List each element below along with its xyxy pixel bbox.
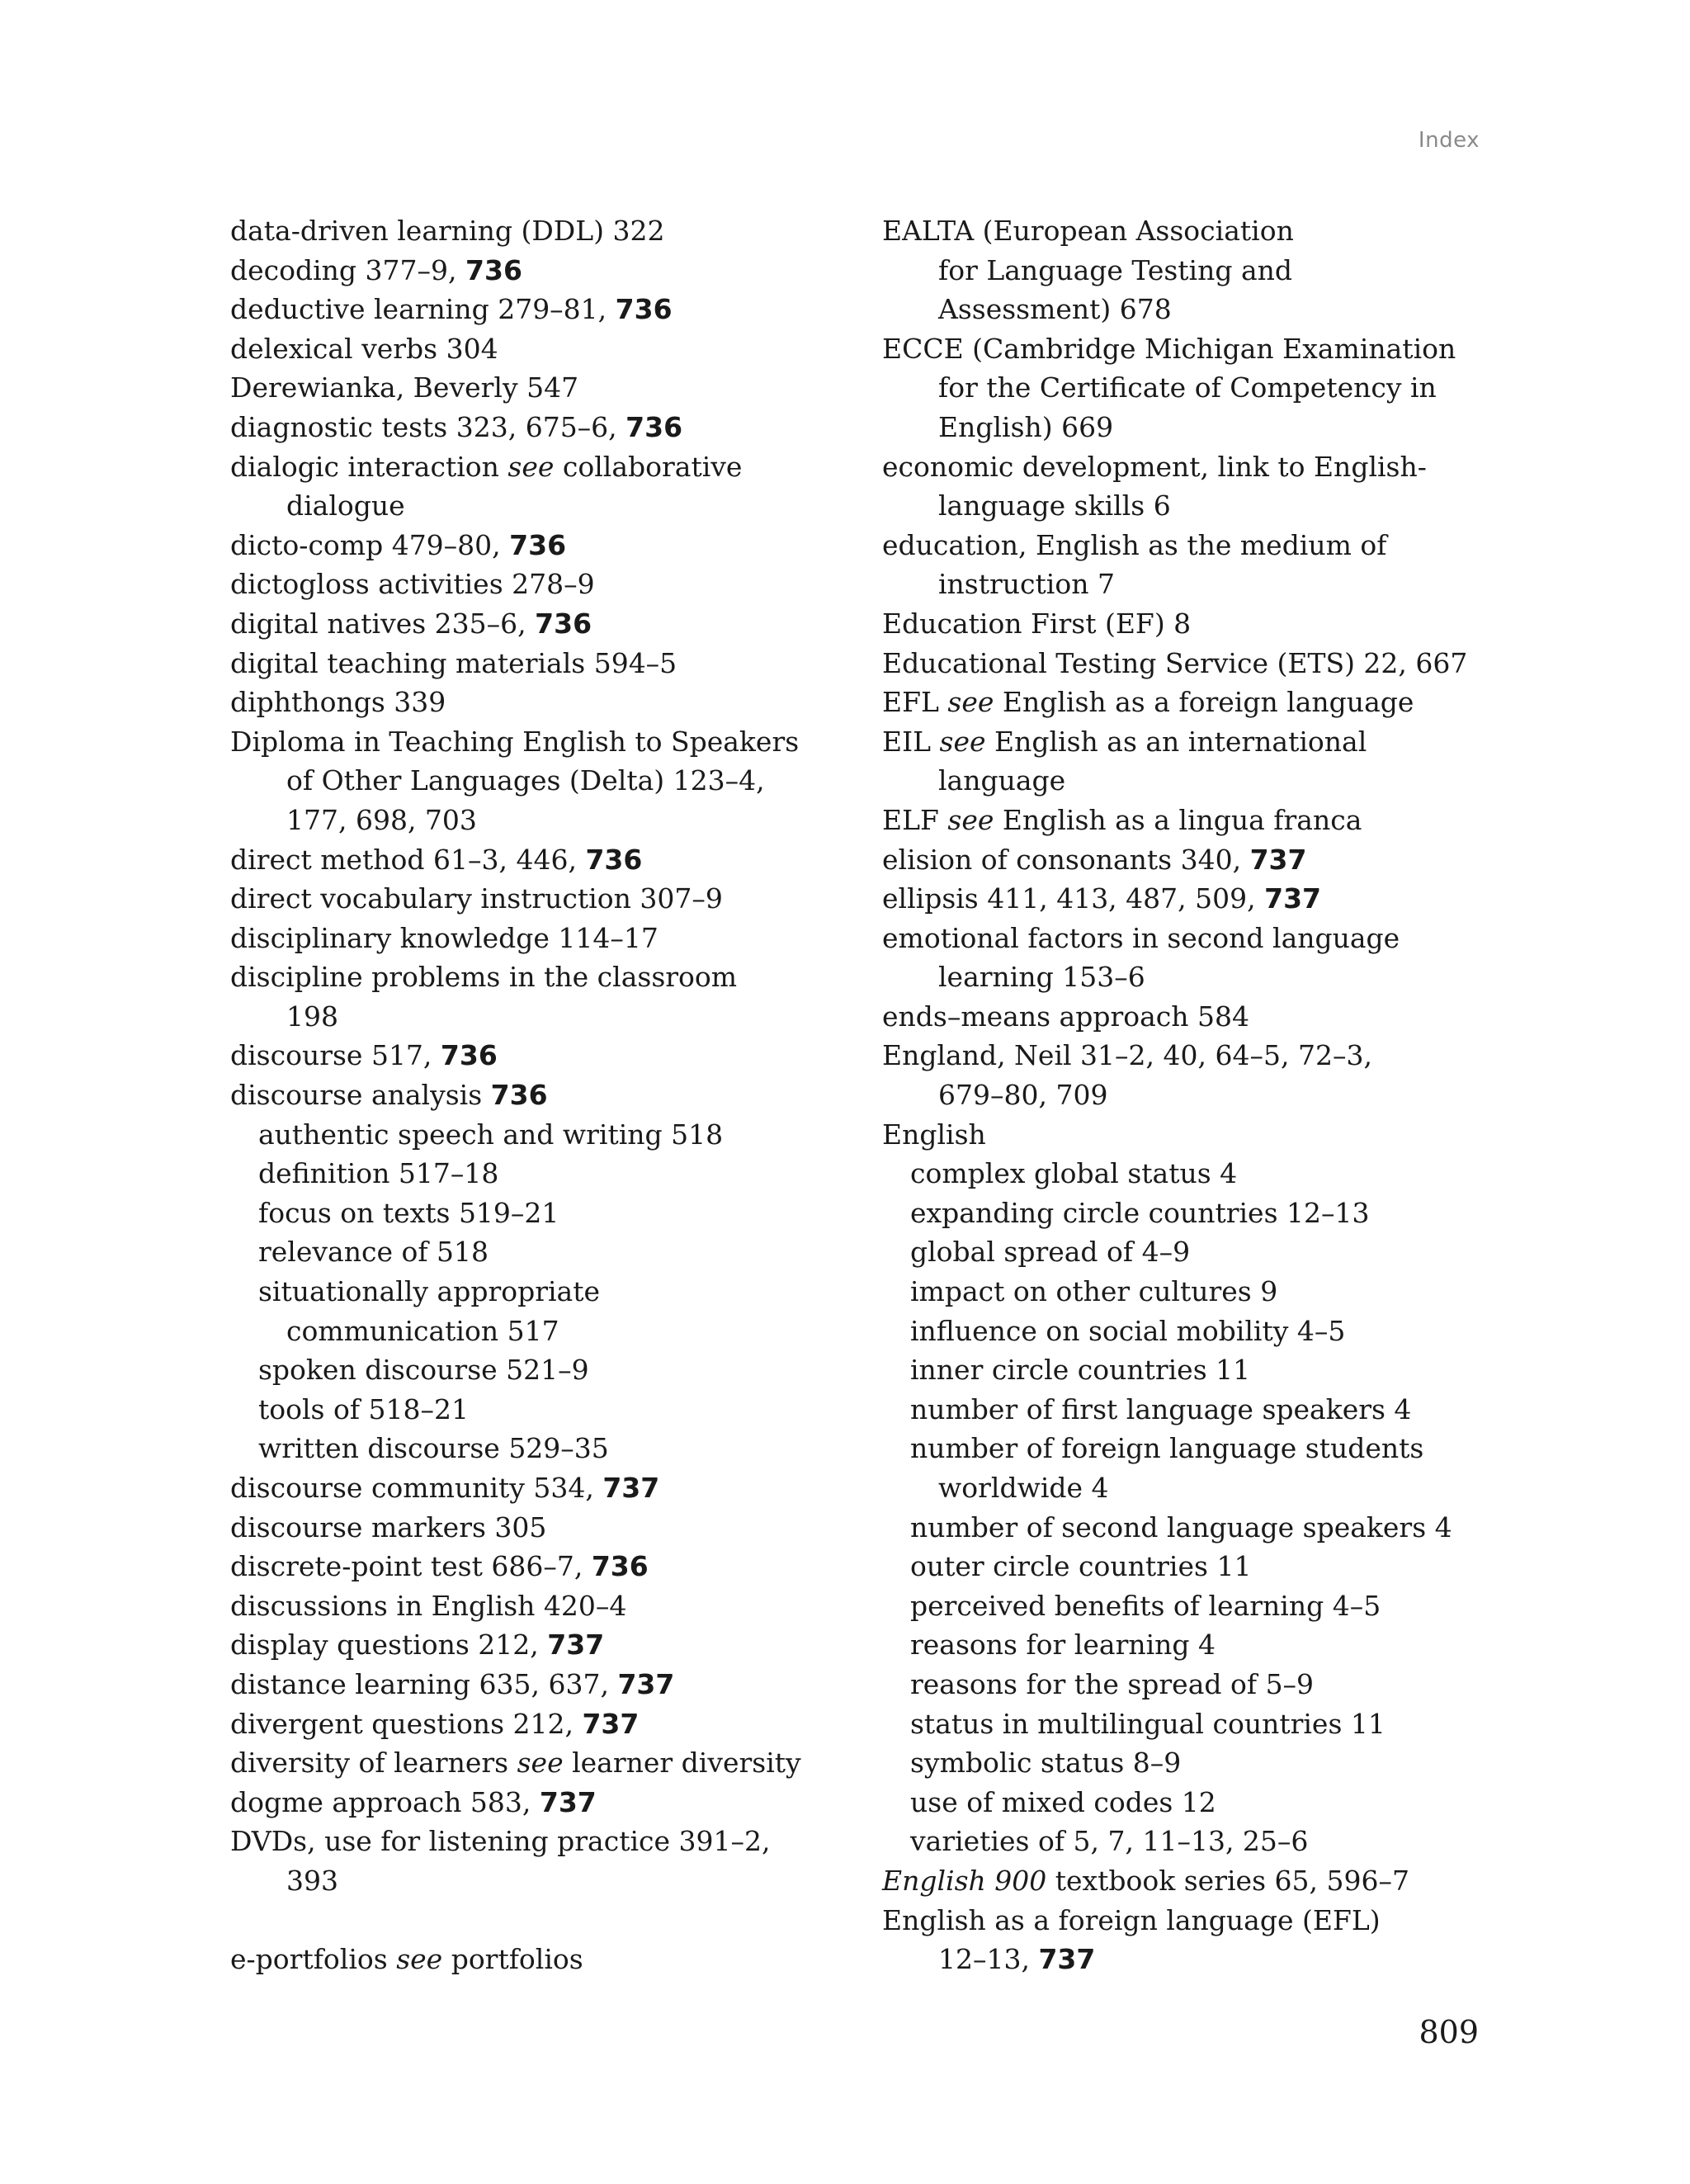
entry-text: dialogue — [286, 489, 405, 522]
entry-text: discussions in English 420–4 — [230, 1589, 627, 1622]
index-entry-line — [882, 683, 1518, 722]
index-entry-line — [230, 1429, 841, 1468]
entry-text: tools of 518–21 — [258, 1392, 470, 1425]
index-entry — [882, 329, 1518, 447]
entry-text: reasons for the spread of 5–9 — [910, 1667, 1315, 1700]
entry-text: elision of consonants 340, — [882, 843, 1250, 876]
index-entry-line — [882, 604, 1518, 644]
entry-text: English — [882, 1118, 986, 1151]
index-entry-line — [882, 1665, 1518, 1704]
index-subentry — [882, 1429, 1518, 1507]
index-entry — [230, 1665, 841, 1704]
index-entry — [882, 879, 1518, 919]
index-entry — [882, 1115, 1518, 1155]
main-page-reference: 736 — [509, 528, 567, 561]
entry-text: digital natives 235–6, — [230, 607, 536, 640]
entry-text: perceived benefits of learning 4–5 — [910, 1589, 1381, 1622]
entry-text: 679–80, 709 — [938, 1079, 1108, 1112]
entry-text: use of mixed codes 12 — [910, 1785, 1216, 1818]
index-entry — [230, 1075, 841, 1115]
index-entry — [230, 683, 841, 722]
index-entry-line — [882, 1429, 1518, 1468]
index-entry-line — [230, 722, 841, 762]
index-entry — [230, 447, 841, 526]
index-entry — [230, 1468, 841, 1508]
index-entry-line — [882, 1508, 1518, 1548]
index-entry-line — [230, 447, 841, 487]
index-entry — [230, 1940, 841, 1979]
index-entry-line — [882, 722, 1518, 762]
entry-text: EALTA (European Association — [882, 215, 1294, 247]
index-entry-line — [230, 1822, 841, 1861]
entry-text: e-portfolios — [230, 1943, 397, 1976]
index-entry-continuation — [230, 761, 841, 801]
index-entry-line — [882, 1743, 1518, 1783]
index-subentry — [882, 1154, 1518, 1194]
index-entry-line — [882, 1194, 1518, 1233]
entry-text: instruction 7 — [938, 568, 1115, 601]
index-entry-line — [230, 1036, 841, 1075]
index-entry — [230, 1704, 841, 1744]
index-subentry — [230, 1429, 841, 1468]
index-entry-line — [230, 408, 841, 447]
entry-text: discourse analysis — [230, 1079, 491, 1112]
entry-text: Derewianka, Beverly 547 — [230, 371, 579, 404]
index-entry-line — [230, 879, 841, 919]
index-entry-continuation — [882, 565, 1518, 604]
entry-text: ellipsis 411, 413, 487, 509, — [882, 882, 1265, 915]
index-entry-line — [882, 840, 1518, 880]
entry-text: English as a lingua franca — [994, 803, 1362, 836]
entry-text: EFL — [882, 686, 948, 719]
entry-text: discourse 517, — [230, 1039, 441, 1072]
index-entry-line — [230, 1115, 841, 1155]
entry-text: outer circle countries 11 — [910, 1550, 1252, 1583]
index-subentry — [882, 1625, 1518, 1665]
entry-text: dogme approach 583, — [230, 1785, 540, 1818]
index-entry-line — [230, 526, 841, 565]
index-entry — [882, 722, 1518, 801]
index-entry-line — [882, 1861, 1518, 1901]
index-entry-line — [882, 1350, 1518, 1390]
index-entry-line — [882, 1154, 1518, 1194]
entry-text: number of first language speakers 4 — [910, 1392, 1412, 1425]
index-entry — [882, 1901, 1518, 1979]
index-subentry — [882, 1704, 1518, 1744]
entry-text: diphthongs 339 — [230, 686, 446, 719]
entry-text: economic development, link to English- — [882, 450, 1427, 483]
index-entry-line — [882, 801, 1518, 840]
index-entry-line — [882, 919, 1518, 958]
entry-text: discrete-point test 686–7, — [230, 1550, 592, 1583]
entry-text: emotional factors in second language — [882, 921, 1400, 954]
index-entry — [882, 997, 1518, 1037]
index-subentry — [882, 1508, 1518, 1548]
index-entry-line — [230, 368, 841, 408]
index-entry-line — [230, 683, 841, 722]
index-entry — [882, 526, 1518, 604]
entry-text: spoken discourse 521–9 — [258, 1354, 589, 1387]
entry-text: for Language Testing and — [938, 253, 1293, 286]
index-entry-line — [882, 447, 1518, 487]
entry-text: focus on texts 519–21 — [258, 1196, 559, 1229]
index-entry-line — [230, 1075, 841, 1115]
index-entry-line — [230, 840, 841, 880]
main-page-reference: 736 — [440, 1039, 498, 1072]
index-entry — [882, 1861, 1518, 1901]
index-entry — [230, 957, 841, 1036]
main-page-reference: 737 — [539, 1785, 597, 1818]
entry-text: global spread of 4–9 — [910, 1236, 1191, 1269]
italic-text: see — [939, 725, 986, 758]
entry-text: dicto-comp 479–80, — [230, 528, 510, 561]
index-entry — [230, 644, 841, 683]
entry-text: delexical verbs 304 — [230, 332, 498, 365]
entry-text: definition 517–18 — [258, 1157, 499, 1190]
index-subentry — [882, 1783, 1518, 1822]
index-entry-continuation — [230, 486, 841, 526]
index-entry — [230, 604, 841, 644]
index-entry-line — [882, 329, 1518, 369]
index-entry — [230, 1822, 841, 1900]
index-entry-line — [230, 1508, 841, 1548]
index-entry — [882, 447, 1518, 526]
entry-text: digital teaching materials 594–5 — [230, 646, 677, 679]
index-entry-line — [230, 1586, 841, 1626]
entry-text: ends–means approach 584 — [882, 1000, 1249, 1033]
index-entry-continuation — [882, 1940, 1518, 1979]
index-entry — [230, 329, 841, 369]
entry-text: DVDs, use for listening practice 391–2, — [230, 1825, 771, 1858]
index-entry-line — [230, 1194, 841, 1233]
index-entry-line — [230, 1154, 841, 1194]
index-entry-line — [230, 604, 841, 644]
index-subentry — [882, 1586, 1518, 1626]
entry-text: display questions 212, — [230, 1629, 548, 1662]
index-entry-continuation — [882, 408, 1518, 447]
index-entry-line — [230, 1940, 841, 1979]
index-entry-line — [882, 526, 1518, 565]
main-page-reference: 737 — [582, 1707, 640, 1740]
entry-text: data-driven learning (DDL) 322 — [230, 215, 665, 247]
entry-text: ECCE (Cambridge Michigan Examination — [882, 332, 1456, 365]
entry-text: direct method 61–3, 446, — [230, 843, 586, 876]
page-number: 809 — [1419, 2014, 1479, 2050]
entry-text: communication 517 — [286, 1314, 559, 1347]
main-page-reference: 737 — [1249, 843, 1307, 876]
index-entry-continuation — [882, 486, 1518, 526]
index-entry-continuation — [882, 1468, 1518, 1508]
index-entry — [230, 722, 841, 840]
index-entry-line — [882, 1625, 1518, 1665]
entry-text: language skills 6 — [938, 489, 1171, 522]
italic-text: see — [947, 686, 994, 719]
index-subentry — [882, 1743, 1518, 1783]
index-entry-line — [230, 1350, 841, 1390]
entry-text: England, Neil 31–2, 40, 64–5, 72–3, — [882, 1039, 1372, 1072]
entry-text: EIL — [882, 725, 940, 758]
index-entry-line — [230, 1547, 841, 1586]
index-entry — [230, 211, 841, 251]
index-entry-line — [230, 1665, 841, 1704]
index-entry-line — [230, 1783, 841, 1822]
index-column-left — [230, 211, 841, 1979]
index-subentry — [230, 1390, 841, 1430]
index-entry — [230, 1625, 841, 1665]
entry-text: inner circle countries 11 — [910, 1354, 1251, 1387]
entry-text: disciplinary knowledge 114–17 — [230, 921, 659, 954]
index-entry — [882, 801, 1518, 840]
index-entry — [230, 565, 841, 604]
index-entry — [882, 919, 1518, 997]
index-entry-line — [230, 1272, 841, 1312]
main-page-reference: 736 — [615, 293, 673, 326]
entry-text: impact on other cultures 9 — [910, 1275, 1278, 1308]
index-entry-continuation — [230, 801, 841, 840]
index-entry-continuation — [230, 997, 841, 1037]
italic-text: see — [517, 1747, 564, 1780]
index-subentry — [230, 1272, 841, 1350]
entry-text: English as an international — [985, 725, 1367, 758]
main-page-reference: 737 — [1038, 1943, 1096, 1976]
entry-text: 12–13, — [938, 1943, 1039, 1976]
entry-text: deductive learning 279–81, — [230, 293, 616, 326]
index-entry-line — [230, 1704, 841, 1744]
index-entry — [882, 683, 1518, 722]
entry-text: number of foreign language students — [910, 1432, 1424, 1465]
index-entry-continuation — [882, 290, 1518, 329]
index-subentry — [882, 1194, 1518, 1233]
main-page-reference: 736 — [591, 1550, 649, 1583]
index-subentry — [882, 1665, 1518, 1704]
index-entry-line — [882, 1232, 1518, 1272]
index-entry-line — [882, 1822, 1518, 1861]
index-entry — [230, 408, 841, 447]
entry-text: reasons for learning 4 — [910, 1629, 1216, 1662]
main-page-reference: 736 — [625, 410, 683, 443]
index-entry-continuation — [882, 251, 1518, 291]
index-subentry — [882, 1232, 1518, 1272]
main-page-reference: 737 — [602, 1472, 660, 1504]
main-page-reference: 736 — [465, 253, 522, 286]
index-entry — [882, 840, 1518, 880]
main-page-reference: 737 — [547, 1629, 605, 1662]
entry-text: diversity of learners — [230, 1747, 517, 1780]
index-entry — [230, 1547, 841, 1586]
entry-text: direct vocabulary instruction 307–9 — [230, 882, 723, 915]
italic-text: English 900 — [882, 1864, 1047, 1897]
entry-text: for the Certificate of Competency in — [938, 371, 1437, 404]
letter-group-gap — [230, 1901, 841, 1941]
entry-text: English as a foreign language — [994, 686, 1414, 719]
index-entry — [882, 644, 1518, 683]
index-entry — [230, 1036, 841, 1075]
entry-text: divergent questions 212, — [230, 1707, 583, 1740]
entry-text: distance learning 635, 637, — [230, 1667, 618, 1700]
entry-text: relevance of 518 — [258, 1236, 489, 1269]
index-subentry — [882, 1390, 1518, 1430]
main-page-reference: 736 — [490, 1079, 548, 1112]
index-entry-continuation — [882, 761, 1518, 801]
entry-text: education, English as the medium of — [882, 528, 1387, 561]
main-page-reference: 736 — [585, 843, 643, 876]
index-entry-line — [882, 1390, 1518, 1430]
index-entry — [230, 1783, 841, 1822]
index-subentry — [230, 1154, 841, 1194]
index-entry — [230, 840, 841, 880]
entry-text: status in multilingual countries 11 — [910, 1707, 1386, 1740]
index-entry — [230, 919, 841, 958]
index-entry-continuation — [882, 368, 1518, 408]
index-entry-line — [882, 1272, 1518, 1312]
entry-text: portfolios — [442, 1943, 583, 1976]
index-entry — [230, 526, 841, 565]
entry-text: learning 153–6 — [938, 961, 1145, 994]
entry-text: diagnostic tests 323, 675–6, — [230, 410, 626, 443]
index-entry-line — [882, 1783, 1518, 1822]
index-subentry — [230, 1115, 841, 1155]
entry-text: textbook series 65, 596–7 — [1046, 1864, 1409, 1897]
index-entry-line — [882, 1901, 1518, 1941]
index-entry — [882, 604, 1518, 644]
entry-text: collaborative — [554, 450, 743, 483]
index-subentry — [882, 1350, 1518, 1390]
entry-text: varieties of 5, 7, 11–13, 25–6 — [910, 1825, 1309, 1858]
index-entry-line — [230, 1743, 841, 1783]
index-entry — [230, 368, 841, 408]
italic-text: see — [947, 803, 994, 836]
index-entry-line — [230, 565, 841, 604]
index-entry-line — [882, 1586, 1518, 1626]
index-entry — [230, 1508, 841, 1548]
index-subentry — [882, 1272, 1518, 1312]
main-page-reference: 737 — [617, 1667, 675, 1700]
entry-text: decoding 377–9, — [230, 253, 466, 286]
index-entry-line — [882, 211, 1518, 251]
index-entry — [230, 1586, 841, 1626]
index-entry — [882, 211, 1518, 329]
entry-text: expanding circle countries 12–13 — [910, 1196, 1370, 1229]
index-entry-continuation — [882, 1075, 1518, 1115]
index-entry-continuation — [230, 1861, 841, 1901]
index-entry-line — [882, 1036, 1518, 1075]
index-entry-line — [230, 290, 841, 329]
entry-text: Educational Testing Service (ETS) 22, 667 — [882, 646, 1468, 679]
entry-text: 177, 698, 703 — [286, 803, 477, 836]
entry-text: written discourse 529–35 — [258, 1432, 609, 1465]
index-subentry — [882, 1547, 1518, 1586]
index-entry — [230, 879, 841, 919]
index-subentry — [882, 1312, 1518, 1351]
entry-text: of Other Languages (Delta) 123–4, — [286, 764, 765, 797]
main-page-reference: 736 — [535, 607, 592, 640]
entry-text: ELF — [882, 803, 948, 836]
entry-text: discourse markers 305 — [230, 1510, 547, 1543]
entry-text: complex global status 4 — [910, 1157, 1238, 1190]
entry-text: 393 — [286, 1864, 338, 1897]
entry-text: influence on social mobility 4–5 — [910, 1314, 1346, 1347]
index-subentry — [230, 1232, 841, 1272]
index-entry — [230, 251, 841, 291]
entry-text: Education First (EF) 8 — [882, 607, 1192, 640]
italic-text: see — [507, 450, 555, 483]
index-entry-continuation — [230, 1312, 841, 1351]
index-subentry — [230, 1350, 841, 1390]
index-column-right — [882, 211, 1518, 1979]
entry-text: dictogloss activities 278–9 — [230, 568, 595, 601]
index-subentry — [882, 1822, 1518, 1861]
entry-text: symbolic status 8–9 — [910, 1747, 1182, 1780]
index-entry — [230, 1743, 841, 1783]
index-entry-line — [230, 1390, 841, 1430]
entry-text: English as a foreign language (EFL) — [882, 1903, 1381, 1936]
entry-text: discipline problems in the classroom — [230, 961, 738, 994]
index-entry-line — [230, 919, 841, 958]
index-subentry — [230, 1194, 841, 1233]
entry-text: Assessment) 678 — [938, 293, 1172, 326]
index-entry-line — [882, 879, 1518, 919]
index-entry-line — [882, 644, 1518, 683]
index-entry-line — [230, 644, 841, 683]
entry-text: number of second language speakers 4 — [910, 1510, 1452, 1543]
index-entry-line — [230, 211, 841, 251]
entry-text: English) 669 — [938, 410, 1114, 443]
index-entry-line — [230, 251, 841, 291]
italic-text: see — [396, 1943, 443, 1976]
index-entry — [882, 1036, 1518, 1114]
index-entry — [230, 290, 841, 329]
index-entry-line — [230, 329, 841, 369]
running-head: Index — [1418, 128, 1480, 153]
entry-text: 198 — [286, 1000, 338, 1033]
index-entry-line — [882, 997, 1518, 1037]
index-entry-line — [882, 1115, 1518, 1155]
entry-text: situationally appropriate — [258, 1275, 601, 1308]
index-entry-line — [882, 1704, 1518, 1744]
entry-text: worldwide 4 — [938, 1472, 1109, 1504]
entry-text: authentic speech and writing 518 — [258, 1118, 724, 1151]
main-page-reference: 737 — [1264, 882, 1321, 915]
entry-text: learner diversity — [563, 1747, 801, 1780]
index-entry-line — [230, 1232, 841, 1272]
entry-text: language — [938, 764, 1066, 797]
entry-text: discourse community 534, — [230, 1472, 603, 1504]
index-entry-line — [882, 1312, 1518, 1351]
index-entry-line — [230, 1468, 841, 1508]
index-entry-line — [882, 1547, 1518, 1586]
index-entry-continuation — [882, 957, 1518, 997]
index-entry-line — [230, 1625, 841, 1665]
entry-text: dialogic interaction — [230, 450, 508, 483]
entry-text: Diploma in Teaching English to Speakers — [230, 725, 800, 758]
index-entry-line — [230, 957, 841, 997]
